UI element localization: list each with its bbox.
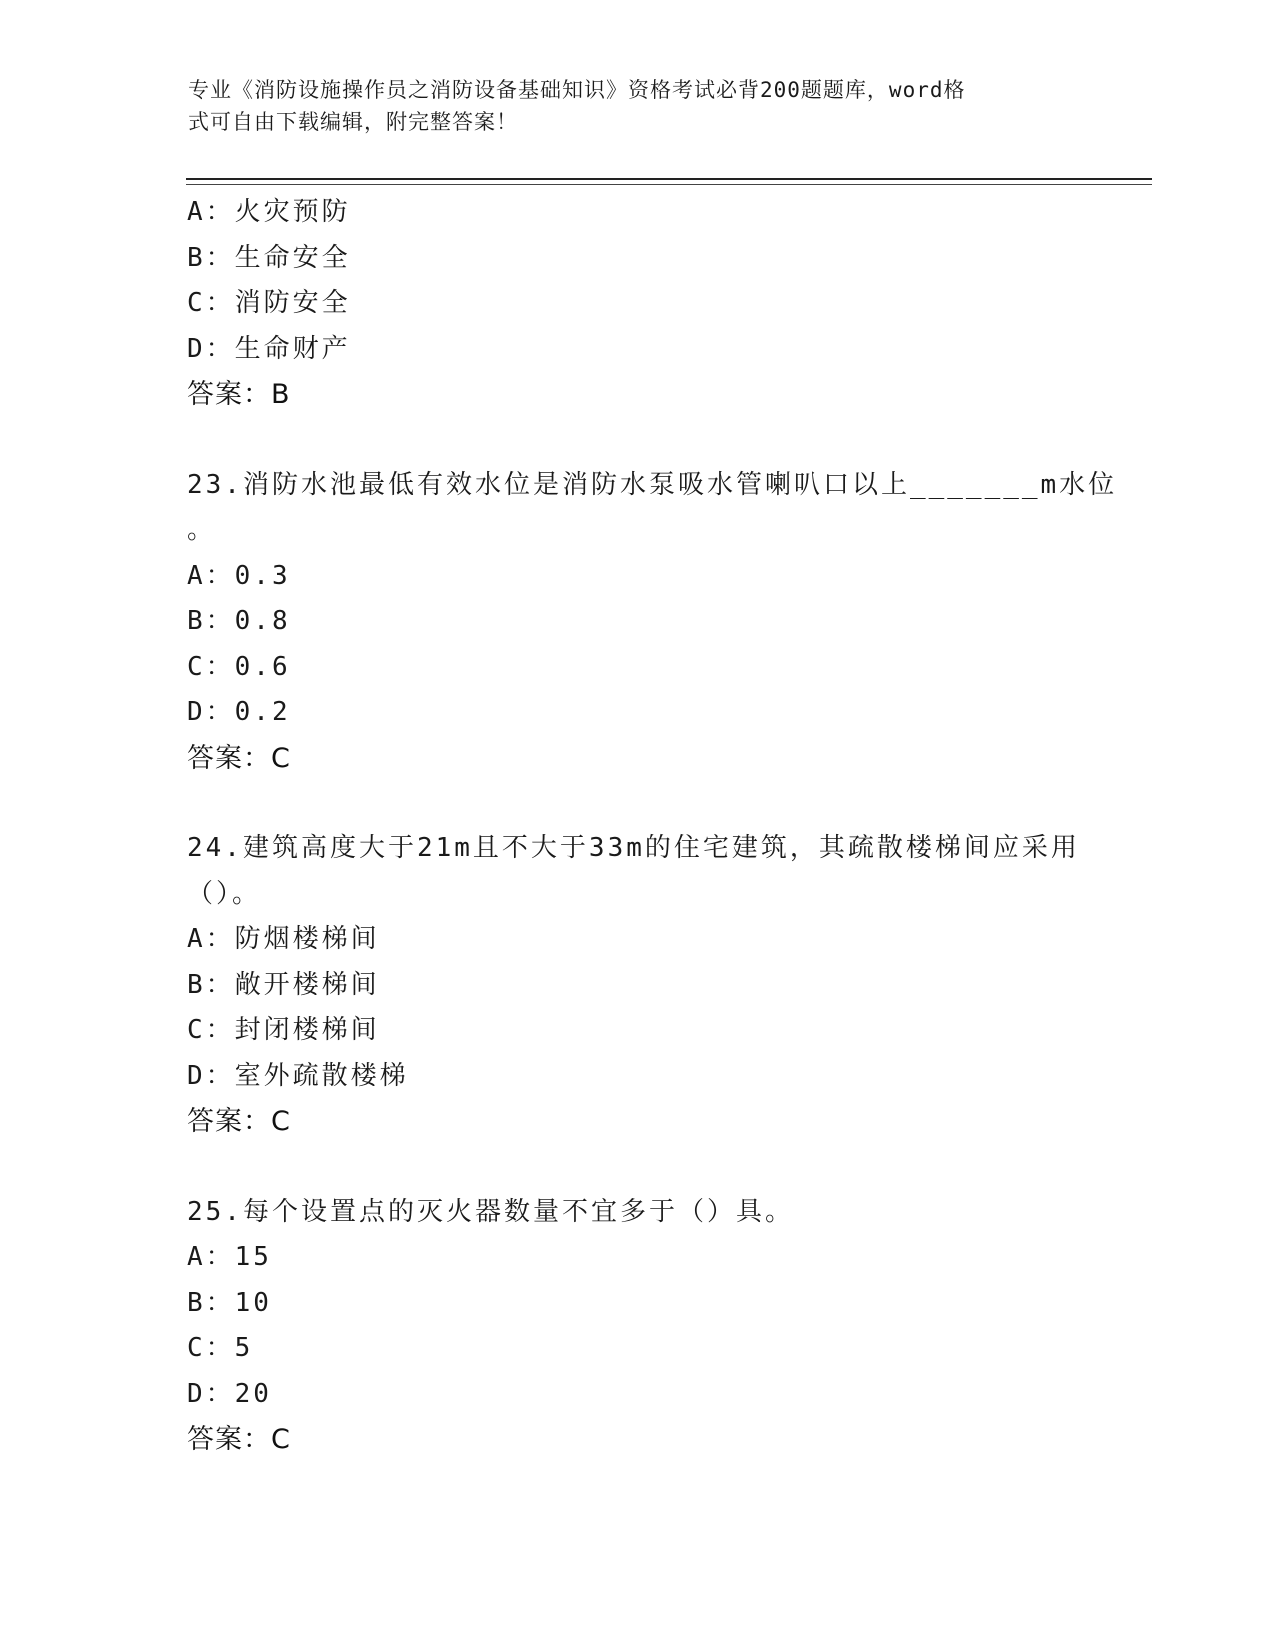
answer: 答案：B	[187, 379, 291, 410]
option-d: D：20	[187, 1378, 272, 1409]
header-divider-thick	[186, 178, 1152, 180]
header-line-2: 式可自由下载编辑，附完整答案！	[188, 110, 518, 134]
question-list	[187, 190, 1118, 1463]
option-c: C：封闭楼梯间	[187, 1015, 380, 1045]
option-a: A：15	[187, 1242, 272, 1272]
question-22	[187, 190, 1087, 418]
option-a: A：火灾预防	[187, 197, 351, 227]
option-a: A：0.3	[187, 560, 291, 591]
question-stem: 23.消防水池最低有效水位是消防水泵吸水管喇叭口以上_______m水位	[187, 469, 1118, 500]
option-a: A：防烟楼梯间	[187, 924, 380, 954]
question-23	[187, 463, 1118, 782]
question-stem-tail: 。	[187, 515, 217, 545]
option-d: D：生命财产	[187, 333, 351, 364]
question-25	[187, 1190, 1087, 1463]
question-stem: 25.每个设置点的灭火器数量不宜多于（）具。	[187, 1196, 794, 1227]
answer: 答案：C	[187, 1106, 291, 1137]
header-line-1: 专业《消防设施操作员之消防设备基础知识》资格考试必背200题题库，word格	[188, 78, 966, 102]
answer: 答案：C	[187, 742, 291, 774]
question-stem: 24.建筑高度大于21m且不大于33m的住宅建筑，其疏散楼梯间应采用	[187, 833, 1080, 863]
option-b: B：敞开楼梯间	[187, 969, 380, 1000]
answer: 答案：C	[187, 1424, 291, 1455]
document-header	[188, 74, 1068, 138]
option-b: B：10	[187, 1287, 272, 1318]
option-c: C：消防安全	[187, 288, 351, 318]
question-stem-tail: （）。	[187, 878, 262, 909]
option-d: D：0.2	[187, 697, 291, 727]
header-divider-thin	[186, 184, 1152, 185]
question-24	[187, 826, 1087, 1145]
option-b: B：0.8	[187, 606, 291, 636]
option-c: C：0.6	[187, 651, 291, 682]
option-c: C：5	[187, 1333, 254, 1363]
option-b: B：生命安全	[187, 242, 351, 273]
option-d: D：室外疏散楼梯	[187, 1060, 409, 1091]
